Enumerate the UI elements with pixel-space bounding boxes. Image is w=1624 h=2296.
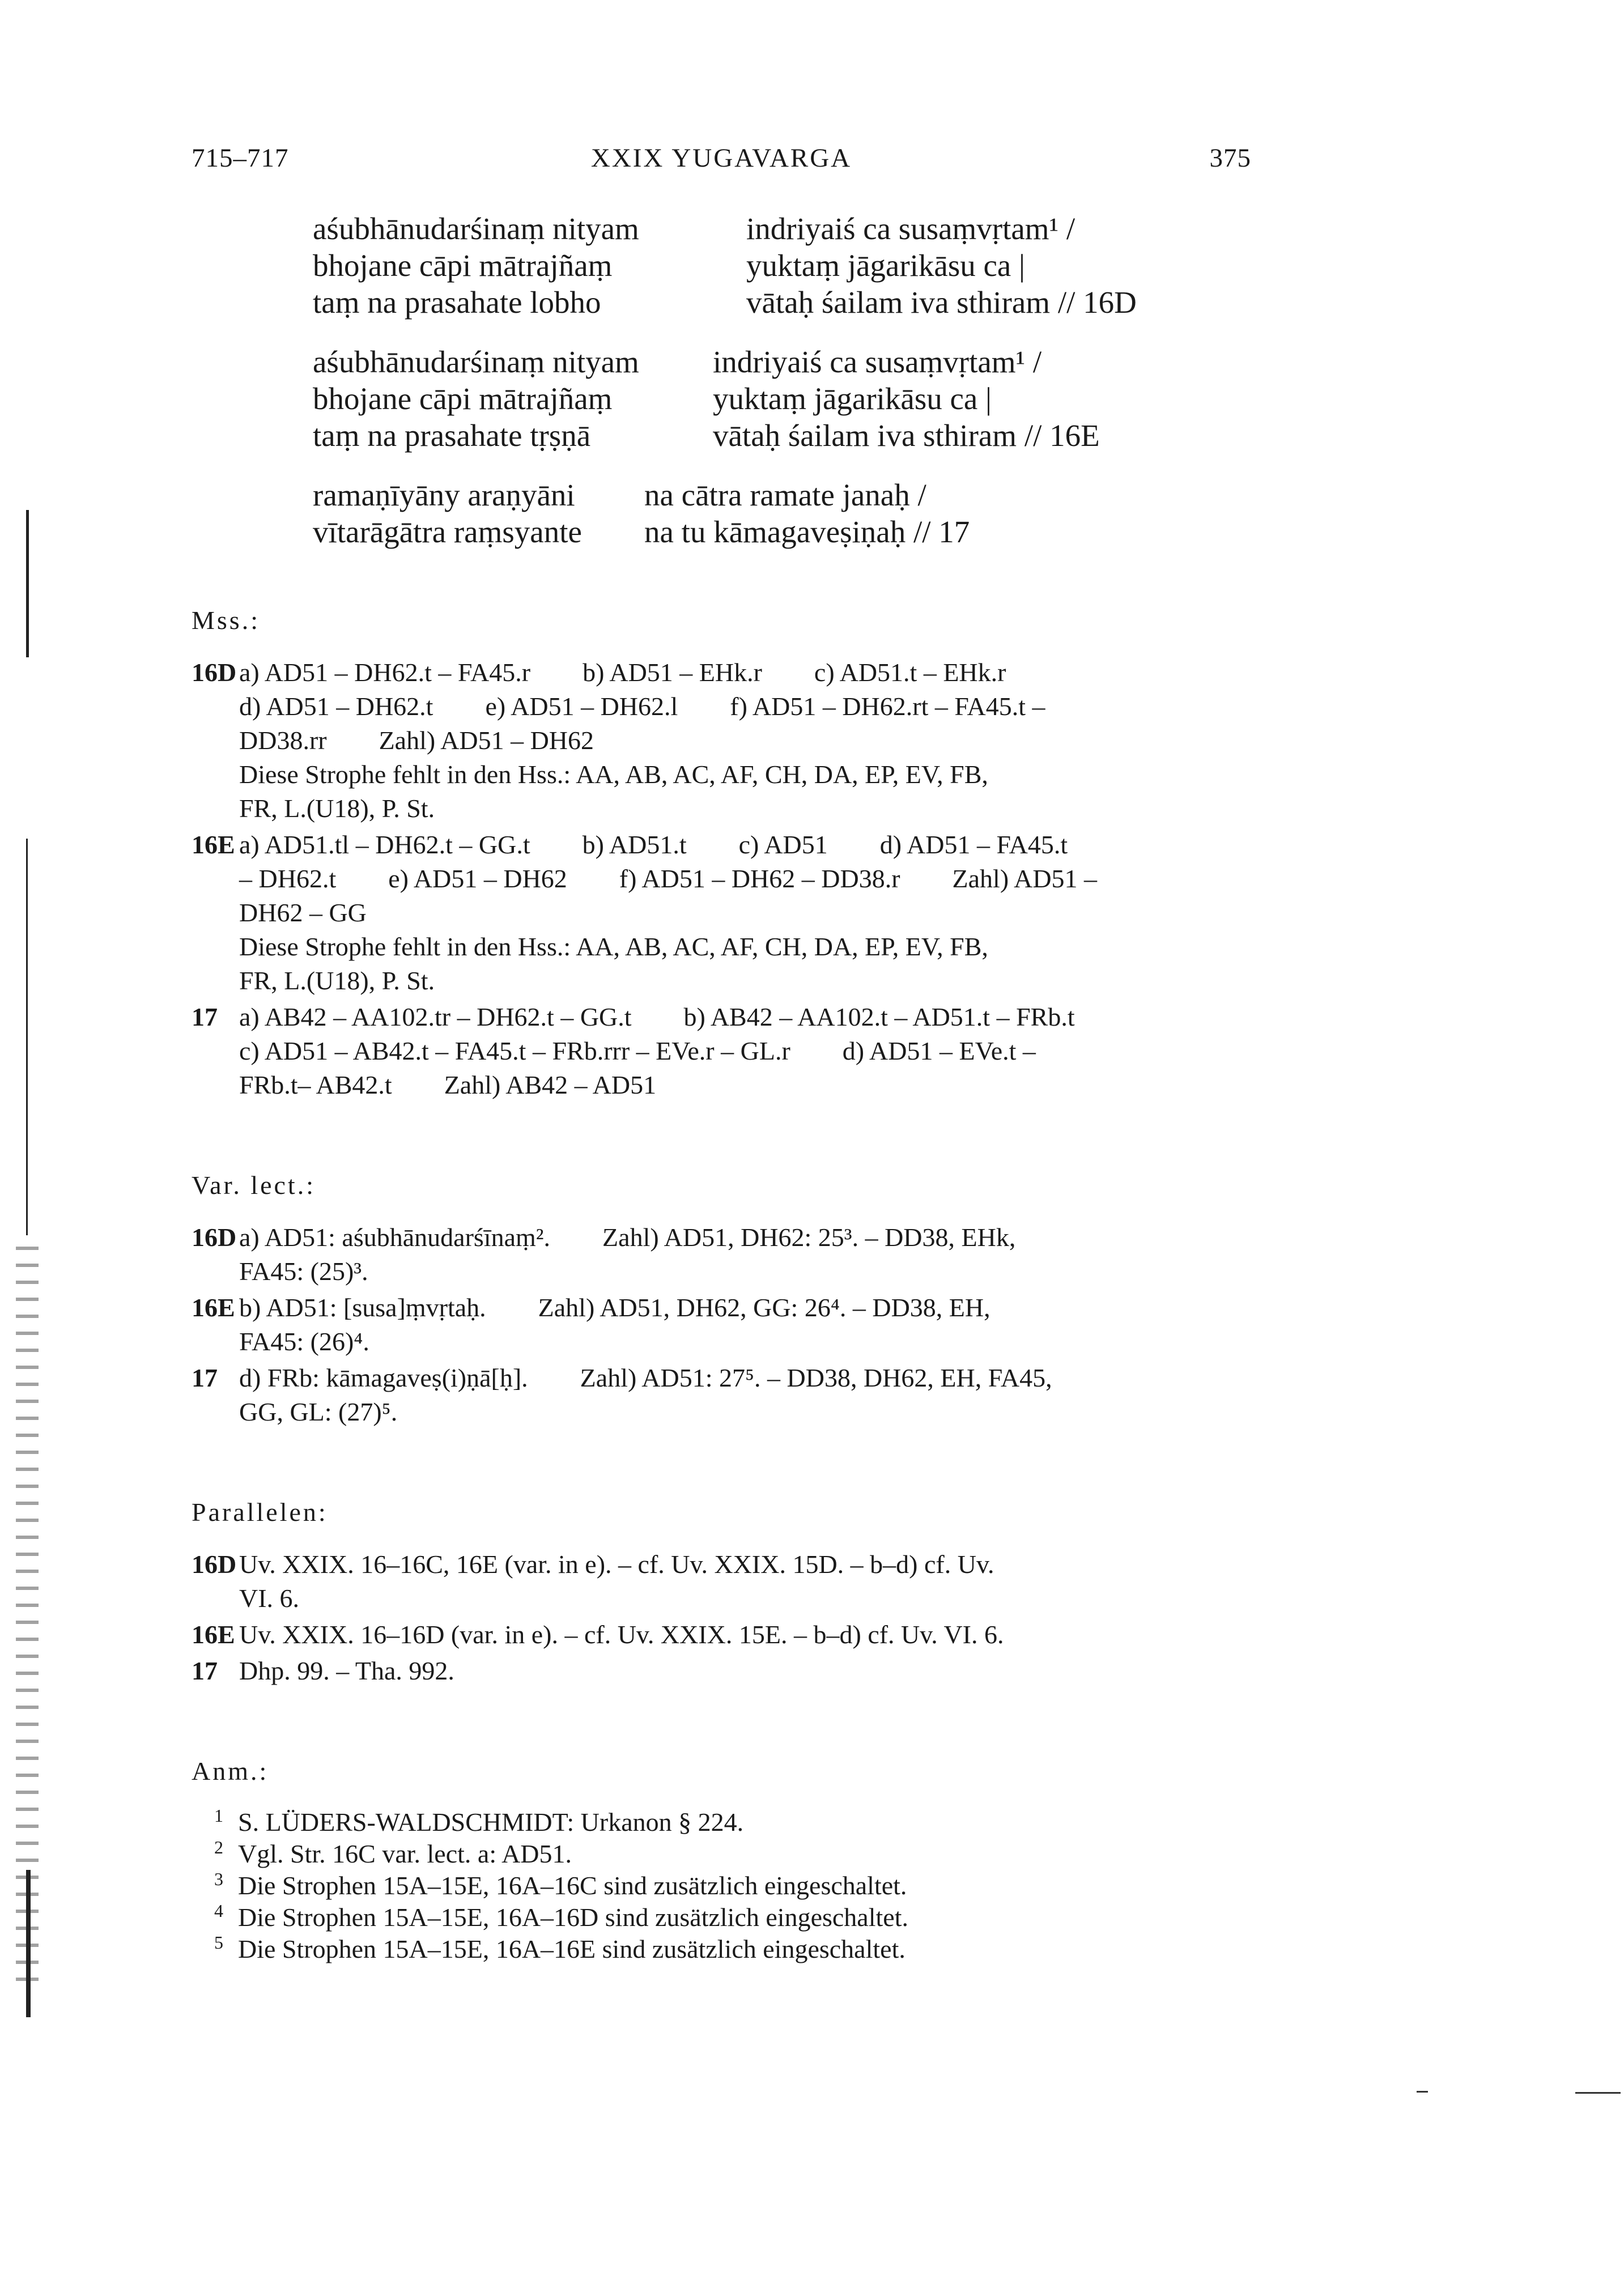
section-title: Var. lect.:: [192, 1171, 316, 1200]
footnote-text: Die Strophen 15A–15E, 16A–16E sind zusätzlich eingeschaltet.: [238, 1934, 905, 1963]
entry-line: a) AB42 – AA102.tr – DH62.t – GG.t b) AB42 – AA102.t – AD51.t – FRb.t: [239, 1002, 1075, 1031]
footnote-text: Die Strophen 15A–15E, 16A–16C sind zusätzlich eingeschaltet.: [238, 1871, 907, 1900]
footnote: 5 Die Strophen 15A–15E, 16A–16E sind zusätzlich eingeschaltet.: [214, 1932, 905, 1963]
verse-block: [313, 211, 1276, 573]
entry-number: 16D: [192, 1550, 237, 1579]
scan-margin-line: [26, 839, 28, 1235]
entry-line: DH62 – GG: [239, 898, 367, 927]
stanza-16d: [313, 211, 1276, 321]
section-anm: [192, 1756, 1257, 1965]
entry-line: DD38.rr Zahl) AD51 – DH62: [239, 726, 594, 755]
entry-line: FA45: (25)³.: [239, 1257, 368, 1286]
entry-number: 17: [192, 1002, 218, 1031]
apparatus-entry: [192, 1654, 1257, 1688]
chapter-title: XXIX YUGAVARGA: [590, 143, 852, 173]
entry-line: GG, GL: (27)⁵.: [239, 1397, 398, 1426]
scan-speck: [1417, 2091, 1428, 2093]
verse-line: [313, 211, 1276, 248]
stanza-17: [313, 477, 1276, 551]
scan-margin-line: [26, 510, 29, 657]
entry-line: FR, L.(U18), P. St.: [239, 794, 435, 823]
stanza-16e: [313, 344, 1276, 454]
entry-line: Diese Strophe fehlt in den Hss.: AA, AB, AC, AF, CH, DA, EP, EV, FB,: [239, 932, 988, 961]
verse-pada-a: aśubhānudarśinaṃ nityam: [313, 345, 639, 379]
verse-line: [313, 344, 1276, 381]
verse-line: [313, 248, 1276, 284]
apparatus-entry: [192, 1221, 1257, 1289]
apparatus-entry: [192, 1618, 1257, 1652]
apparatus-entry: [192, 1547, 1257, 1615]
verse-pada-a: aśubhānudarśinaṃ nityam: [313, 211, 639, 246]
entry-line: a) AD51 – DH62.t – FA45.r b) AD51 – EHk.r c) AD51.t – EHk.r: [239, 658, 1006, 687]
verse-pada-b: na cātra ramate janaḥ /: [644, 478, 926, 512]
entry-line: d) FRb: kāmagaveṣ(i)ṇā[ḥ]. Zahl) AD51: 27⁵. – DD38, DH62, EH, FA45,: [239, 1363, 1052, 1392]
entry-number: 17: [192, 1363, 218, 1392]
apparatus: [192, 605, 1257, 2033]
entry-line: Dhp. 99. – Tha. 992.: [239, 1656, 454, 1685]
verse-pada-a: ramaṇīyāny araṇyāni: [313, 478, 575, 512]
entry-number: 16E: [192, 1293, 235, 1322]
verse-line: [313, 381, 1276, 418]
footnote-text: Die Strophen 15A–15E, 16A–16D sind zusätzlich eingeschaltet.: [238, 1903, 908, 1932]
entry-line: FR, L.(U18), P. St.: [239, 966, 435, 995]
footnote-text: Vgl. Str. 16C var. lect. a: AD51.: [238, 1839, 572, 1868]
section-title: Mss.:: [192, 606, 260, 635]
footnote: 3 Die Strophen 15A–15E, 16A–16C sind zusätzlich eingeschaltet.: [214, 1868, 907, 1900]
footnote: 1 S. LÜDERS-WALDSCHMIDT: Urkanon § 224.: [214, 1805, 744, 1836]
section-parallelen: [192, 1497, 1257, 1688]
entry-line: d) AD51 – DH62.t e) AD51 – DH62.l f) AD51 – DH62.rt – FA45.t –: [239, 692, 1045, 721]
entry-line: VI. 6.: [239, 1584, 300, 1613]
footnote: 4 Die Strophen 15A–15E, 16A–16D sind zusätzlich eingeschaltet.: [214, 1900, 908, 1932]
verse-line: [313, 418, 1276, 454]
verse-line: [313, 284, 1276, 321]
scan-margin-line: [26, 1870, 31, 2017]
verse-pada-b: indriyaiś ca susaṃvṛtam¹ /: [746, 211, 1075, 246]
verse-pada-a: bhojane cāpi mātrajñaṃ: [313, 248, 613, 283]
entry-number: 17: [192, 1656, 218, 1685]
entry-number: 16E: [192, 1620, 235, 1649]
verse-line: [313, 514, 1276, 551]
entry-number: 16E: [192, 830, 235, 859]
footnote-text: S. LÜDERS-WALDSCHMIDT: Urkanon § 224.: [238, 1808, 744, 1836]
apparatus-entry: [192, 1291, 1257, 1359]
verse-pada-a: taṃ na prasahate lobho: [313, 285, 601, 320]
verse-line: [313, 477, 1276, 514]
verse-pada-b: indriyaiś ca susaṃvṛtam¹ /: [713, 345, 1042, 379]
apparatus-entry: [192, 656, 1257, 826]
page-header: [192, 143, 1251, 177]
footnote: 2 Vgl. Str. 16C var. lect. a: AD51.: [214, 1836, 572, 1868]
section-title: Parallelen:: [192, 1498, 328, 1527]
entry-line: a) AD51: aśubhānudarśīnaṃ². Zahl) AD51, DH62: 25³. – DD38, EHk,: [239, 1223, 1016, 1252]
verse-pada-b: vātaḥ śailam iva sthiram // 16D: [746, 285, 1137, 320]
verse-pada-a: taṃ na prasahate tṛṣṇā: [313, 418, 591, 453]
footnote-list: [192, 1806, 1257, 1965]
entry-line: Uv. XXIX. 16–16C, 16E (var. in e). – cf. Uv. XXIX. 15D. – b–d) cf. Uv.: [239, 1550, 994, 1579]
scan-speck: [1575, 2092, 1621, 2094]
entry-line: – DH62.t e) AD51 – DH62 f) AD51 – DH62 – DD38.r Zahl) AD51 –: [239, 864, 1098, 893]
entry-number: 16D: [192, 1223, 237, 1252]
verse-pada-b: yuktaṃ jāgarikāsu ca |: [746, 248, 1026, 283]
section-var-lect: [192, 1170, 1257, 1429]
verse-pada-a: vītarāgātra raṃsyante: [313, 515, 582, 549]
apparatus-entry: [192, 1000, 1257, 1102]
entry-line: FA45: (26)⁴.: [239, 1327, 369, 1356]
verse-pada-a: bhojane cāpi mātrajñaṃ: [313, 381, 613, 416]
entry-line: Uv. XXIX. 16–16D (var. in e). – cf. Uv. XXIX. 15E. – b–d) cf. Uv. VI. 6.: [239, 1620, 1004, 1649]
entry-line: FRb.t– AB42.t Zahl) AB42 – AD51: [239, 1070, 657, 1099]
verse-pada-b: na tu kāmagaveṣiṇaḥ // 17: [644, 515, 970, 549]
apparatus-entry: [192, 828, 1257, 998]
apparatus-entry: [192, 1361, 1257, 1429]
entry-line: b) AD51: [susa]ṃvṛtaḥ. Zahl) AD51, DH62, GG: 26⁴. – DD38, EH,: [239, 1293, 990, 1322]
entry-number: 16D: [192, 658, 237, 687]
section-title: Anm.:: [192, 1757, 269, 1785]
verse-pada-b: vātaḥ śailam iva sthiram // 16E: [713, 418, 1100, 453]
entry-line: a) AD51.tl – DH62.t – GG.t b) AD51.t c) AD51 d) AD51 – FA45.t: [239, 830, 1068, 859]
page-range: 715–717: [192, 143, 289, 173]
section-mss: [192, 605, 1257, 1102]
verse-pada-b: yuktaṃ jāgarikāsu ca |: [713, 381, 992, 416]
entry-line: c) AD51 – AB42.t – FA45.t – FRb.rrr – EVe.r – GL.r d) AD51 – EVe.t –: [239, 1036, 1036, 1065]
entry-line: Diese Strophe fehlt in den Hss.: AA, AB, AC, AF, CH, DA, EP, EV, FB,: [239, 760, 988, 789]
page-number: 375: [1209, 143, 1251, 173]
